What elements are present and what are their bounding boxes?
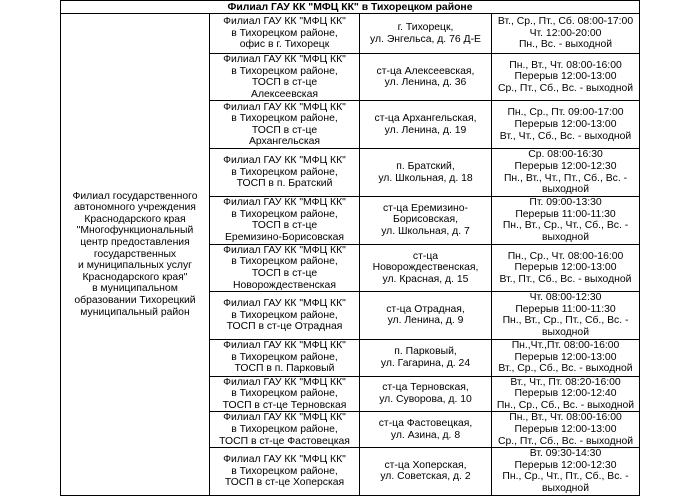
address-cell-line: ул. Гагарина, д. 24	[380, 357, 471, 369]
office-cell-line: Филиал ГАУ КК "МФЦ КК"	[223, 155, 346, 167]
hours-cell-line: Пн., Вт., Ср., Пт., Сб., Вс. -	[502, 315, 629, 327]
hours-cell	[492, 339, 640, 376]
office-cell	[210, 292, 360, 339]
office-cell-line: ТОСП в ст-це Хоперская	[224, 477, 345, 489]
address-cell-line: п. Братский,	[396, 160, 455, 172]
branch-name-cell-line: и муниципальных услуг	[78, 260, 192, 272]
table-row	[61, 14, 640, 54]
branch-name-cell-line: государственных	[93, 248, 177, 260]
branch-name-cell-line: в муниципальном	[92, 283, 178, 295]
branch-name-cell-line: "Многофункциональный	[76, 225, 194, 237]
hours-cell-line: Ср. 08:00-16:30	[528, 149, 603, 161]
hours-cell	[492, 448, 640, 495]
office-cell-line: Архангельская	[248, 136, 321, 148]
office-cell	[210, 54, 360, 101]
office-cell-line: в Тихорецком районе,	[231, 208, 338, 220]
address-cell	[360, 412, 492, 448]
hours-cell-line: Пн., Вт., Чт. 08:00-16:00	[509, 412, 622, 424]
office-cell-line: ТОСП в п. Братский	[236, 178, 333, 190]
hours-cell-line: Перерыв 11:00-11:30	[515, 303, 616, 315]
hours-cell-line: Пт. 09:00-13:30	[529, 197, 602, 209]
office-cell-line: Филиал ГАУ КК "МФЦ КК"	[223, 376, 346, 388]
office-cell-line: ТОСП в ст-це	[251, 124, 318, 136]
address-cell-line: г. Тихорецк,	[397, 21, 454, 33]
hours-cell-line: Вт., Чт., Сб., Вс. - выходной	[499, 130, 632, 142]
office-cell-line: в Тихорецком районе,	[231, 256, 338, 268]
office-cell-line: в Тихорецком районе,	[231, 351, 338, 363]
hours-cell-line: Вт., Чт., Пт. 08:20-16:00	[510, 376, 621, 388]
address-cell-line: ул. Суворова, д. 10	[379, 393, 472, 405]
office-cell-line: Филиал ГАУ КК "МФЦ КК"	[223, 340, 346, 352]
address-cell-line: ул. Энгельса, д. 76 Д-Е	[370, 33, 481, 45]
hours-cell-line: Пн., Вт., Чт. 08:00-16:00	[509, 59, 622, 71]
hours-cell-line: Чт. 08:00-12:30	[529, 292, 602, 304]
hours-cell-line: Перерыв 12:00-12:40	[514, 388, 617, 400]
branch-name-cell-line: Краснодарского края	[84, 213, 186, 225]
office-cell-line: Филиал ГАУ КК "МФЦ КК"	[223, 412, 346, 424]
office-cell-line: в Тихорецком районе,	[231, 309, 338, 321]
address-cell	[360, 149, 492, 196]
hours-cell-line: Вт. 09:30-14:30	[529, 448, 602, 460]
hours-cell	[492, 101, 640, 149]
address-cell-line: п. Парковый,	[394, 345, 457, 357]
hours-cell-line: Вт., Пт., Сб., Вс. - выходной	[499, 273, 632, 285]
office-cell-line: Филиал ГАУ КК "МФЦ КК"	[223, 54, 346, 65]
address-cell	[360, 292, 492, 339]
office-cell-line: Филиал ГАУ КК "МФЦ КК"	[223, 197, 346, 209]
schedule-table-body	[61, 1, 640, 496]
hours-cell-line: Перерыв 12:00-13:00	[514, 351, 617, 363]
title-row	[61, 1, 640, 14]
office-cell-line: Филиал ГАУ КК "МФЦ КК"	[223, 244, 346, 256]
address-cell-line: ст-ца Отрадная,	[386, 303, 465, 315]
office-cell-line: Филиал ГАУ КК "МФЦ КК"	[223, 297, 346, 309]
office-cell-line: Филиал ГАУ КК "МФЦ КК"	[223, 454, 346, 466]
address-cell-line: Борисовская,	[393, 214, 458, 226]
address-cell-line: ул. Ленина, д. 19	[384, 124, 467, 136]
office-cell-line: ТОСП в ст-це	[251, 220, 318, 232]
address-cell-line: ст-ца Терновская,	[382, 382, 469, 394]
address-cell	[360, 339, 492, 376]
branch-name-cell-line: образовании Тихорецкий	[74, 294, 196, 306]
office-cell-line: ТОСП в п. Парковый	[234, 363, 335, 375]
office-cell-line: в Тихорецком районе,	[231, 388, 338, 400]
hours-cell-line: Пн.,Чт.,Пт. 08:00-16:00	[511, 340, 620, 352]
hours-cell-line: Ср., Пт., Сб., Вс. - выходной	[497, 82, 634, 94]
office-cell-line: в Тихорецком районе,	[231, 423, 338, 435]
address-cell	[360, 376, 492, 412]
office-cell	[210, 101, 360, 149]
address-cell-line: ул. Школьная, д. 7	[381, 226, 470, 238]
address-cell	[360, 196, 492, 244]
address-cell-line: ул. Советская, д. 2	[380, 471, 471, 483]
office-cell	[210, 412, 360, 448]
hours-cell-line: Пн., Вт., Ср., Чт., Сб., Вс. -	[502, 220, 629, 232]
office-cell-line: Еремизино-Борисовская	[224, 231, 345, 243]
hours-cell	[492, 412, 640, 448]
office-cell	[210, 196, 360, 244]
hours-cell-line: Перерыв 12:00-12:30	[514, 459, 617, 471]
address-cell-line: ст-ца	[412, 250, 439, 262]
branch-name-cell-line: Краснодарского края"	[82, 271, 188, 283]
address-cell-line: ст-ца Алексеевская,	[376, 65, 475, 77]
hours-cell-line: Перерыв 12:00-13:00	[514, 262, 617, 274]
branch-name-cell-line: Филиал государственного	[72, 190, 198, 202]
hours-cell-line: Перерыв 12:00-12:30	[514, 160, 617, 172]
address-cell	[360, 101, 492, 149]
hours-cell-line: Вт., Ср., Пт., Сб. 08:00-17:00	[497, 16, 634, 28]
hours-cell-line: выходной	[542, 231, 590, 243]
hours-cell	[492, 149, 640, 196]
office-cell-line: Филиал ГАУ КК "МФЦ КК"	[223, 101, 346, 113]
office-cell	[210, 244, 360, 291]
branch-name-cell	[61, 14, 210, 496]
office-cell-line: офис в г. Тихорецк	[239, 39, 330, 51]
hours-cell-line: Перерыв 12:00-13:00	[514, 71, 617, 83]
office-cell-line: ТОСП в ст-це	[251, 77, 318, 89]
office-cell-line: ТОСП в ст-це	[251, 267, 318, 279]
hours-cell-line: Пн., Вт., Чт., Пт., Сб., Вс. -	[503, 172, 628, 184]
hours-cell-line: Пн., Ср., Чт. 08:00-16:00	[507, 250, 624, 262]
schedule-table	[60, 0, 640, 496]
office-cell-line: Филиал ГАУ КК "МФЦ КК"	[223, 16, 346, 28]
address-cell-line: ст-ца Архангельская,	[374, 113, 477, 125]
office-cell	[210, 376, 360, 412]
hours-cell	[492, 196, 640, 244]
office-cell-line: Алексеевская	[251, 88, 318, 100]
hours-cell-line: Ср., Пт., Сб., Вс. - выходной	[497, 435, 634, 447]
address-cell	[360, 448, 492, 495]
office-cell-line: ТОСП в ст-це Фастовецкая	[219, 435, 350, 447]
address-cell-line: ст-ца Фастовецкая,	[378, 418, 473, 430]
hours-cell-line: Чт. 12:00-20:00	[529, 27, 602, 39]
hours-cell-line: Пн., Ср., Пт. 09:00-17:00	[507, 107, 624, 119]
hours-cell-line: Перерыв 12:00-13:00	[514, 119, 617, 131]
branch-name-cell-line: центр предоставления	[80, 236, 190, 248]
hours-cell-line: Перерыв 11:00-11:30	[515, 208, 616, 220]
branch-name-cell-line: автономного учреждения	[74, 202, 196, 214]
hours-cell-line: выходной	[542, 483, 590, 495]
hours-cell-line: выходной	[542, 326, 590, 338]
office-cell-line: в Тихорецком районе,	[231, 465, 338, 477]
address-cell	[360, 14, 492, 54]
hours-cell-line: Вт., Ср., Сб., Вс. - выходной	[498, 363, 633, 375]
office-cell-line: ТОСП в ст-це Отрадная	[226, 321, 343, 333]
office-cell-line: ТОСП в ст-це Терновская	[222, 399, 347, 411]
hours-cell-line: Пн., Ср., Сб., Вс. - выходной	[496, 399, 635, 411]
table-title: Филиал ГАУ КК "МФЦ КК" в Тихорецком районе	[61, 1, 640, 14]
office-cell	[210, 149, 360, 196]
hours-cell-line: Перерыв 12:00-13:00	[514, 423, 617, 435]
hours-cell	[492, 14, 640, 54]
office-cell	[210, 339, 360, 376]
address-cell-line: ул. Школьная, д. 18	[378, 172, 473, 184]
office-cell-line: в Тихорецком районе,	[231, 65, 338, 77]
hours-cell-line: выходной	[542, 184, 590, 196]
office-cell	[210, 448, 360, 495]
hours-cell	[492, 292, 640, 339]
address-cell-line: ст-ца Хоперская,	[384, 459, 467, 471]
address-cell-line: ул. Азина, д. 8	[390, 429, 461, 441]
hours-cell	[492, 54, 640, 101]
hours-cell-line: Пн., Вс. - выходной	[518, 39, 613, 51]
address-cell	[360, 244, 492, 291]
address-cell-line: Новорождественская,	[372, 262, 479, 274]
address-cell-line: ул. Ленина, д. 36	[384, 77, 467, 89]
address-cell-line: ул. Ленина, д. 9	[387, 315, 464, 327]
office-cell-line: в Тихорецком районе,	[231, 166, 338, 178]
office-cell-line: Новорождественская	[233, 279, 336, 291]
hours-cell	[492, 244, 640, 291]
address-cell-line: ул. Красная, д. 15	[382, 273, 469, 285]
hours-cell	[492, 376, 640, 412]
address-cell-line: ст-ца Еремизино-	[382, 202, 468, 214]
branch-name-cell-line: муниципальный район	[80, 306, 190, 318]
office-cell-line: в Тихорецком районе,	[231, 113, 338, 125]
office-cell	[210, 14, 360, 54]
hours-cell-line: Пн., Ср., Чт., Пт., Сб., Вс. -	[502, 471, 629, 483]
office-cell-line: в Тихорецком районе,	[231, 27, 338, 39]
address-cell	[360, 54, 492, 101]
